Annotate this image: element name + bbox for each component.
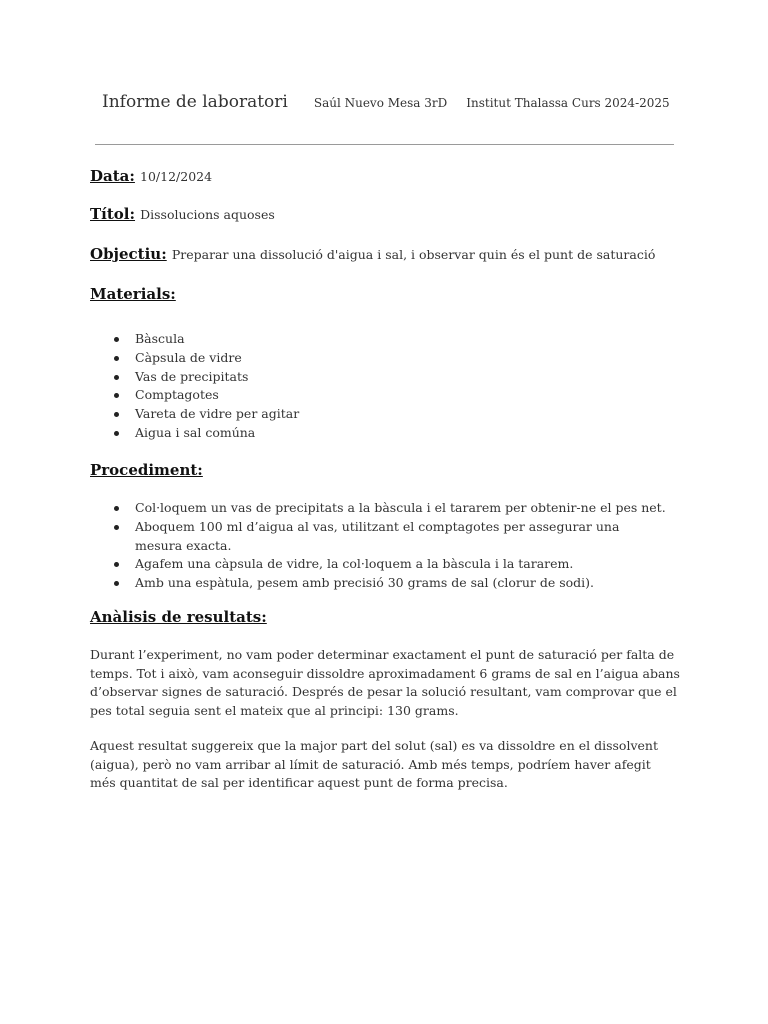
- bullet-icon: [114, 431, 119, 436]
- list-item: Comptagotes: [90, 386, 670, 405]
- list-item: Bàscula: [90, 330, 670, 349]
- bullet-icon: [114, 412, 119, 417]
- list-item: Aboquem 100 ml d’aigua al vas, utilitzant el comptagotes per assegurar una mesura exacta.: [90, 518, 670, 556]
- bullet-icon: [114, 375, 119, 380]
- bullet-icon: [114, 356, 119, 361]
- objective-value: Preparar una dissolució d'aigua i sal, i observar quin és el punt de saturació: [171, 247, 656, 262]
- list-item: Càpsula de vidre: [90, 349, 670, 368]
- analysis-heading: Anàlisis de resultats:: [90, 608, 267, 626]
- document-header: [102, 92, 682, 112]
- procedure-heading: Procediment:: [90, 461, 203, 479]
- list-item: Agafem una càpsula de vidre, la col·loquem a la bàscula i la tararem.: [90, 555, 670, 574]
- title-label: Títol:: [90, 205, 136, 223]
- list-item: Vas de precipitats: [90, 368, 670, 387]
- header-divider: [95, 144, 674, 145]
- date-field: [90, 166, 212, 185]
- list-item: Aigua i sal comúna: [90, 424, 670, 443]
- title-value: Dissolucions aquoses: [140, 207, 275, 222]
- objective-label: Objectiu:: [90, 245, 167, 263]
- procedure-list: [90, 499, 670, 593]
- bullet-icon: [114, 562, 119, 567]
- date-value: 10/12/2024: [140, 169, 213, 184]
- bullet-icon: [114, 393, 119, 398]
- analysis-paragraph-2: Aquest resultat suggereix que la major part del solut (sal) es va dissoldre en el dissolvent (aigua), però no vam arribar al límit de saturació. Amb més temps, podríem haver afegit més quantitat de sal per identificar aquest punt de forma precisa.: [90, 738, 658, 791]
- bullet-icon: [114, 525, 119, 530]
- objective-field: [90, 244, 655, 263]
- list-item: Vareta de vidre per agitar: [90, 405, 670, 424]
- bullet-icon: [114, 581, 119, 586]
- list-item: Col·loquem un vas de precipitats a la bàscula i el tararem per obtenir-ne el pes net.: [90, 499, 670, 518]
- title-field: [90, 204, 275, 223]
- student-name: Saúl Nuevo Mesa 3rD: [313, 96, 448, 110]
- list-item: Amb una espàtula, pesem amb precisió 30 grams de sal (clorur de sodi).: [90, 574, 670, 593]
- materials-list: [90, 330, 670, 443]
- analysis-paragraph-1: Durant l’experiment, no vam poder determinar exactament el punt de saturació per falta de temps. Tot i això, vam aconseguir dissoldre aproximadament 6 grams de sal en l’aigua abans d’observar signes de saturació. Després de pesar la solució resultant, vam comprovar que el pes total seguia sent el mateix que al principi: 130 grams.: [90, 647, 680, 718]
- bullet-icon: [114, 337, 119, 342]
- school-course: Institut Thalassa Curs 2024-2025: [466, 96, 670, 110]
- date-label: Data:: [90, 167, 135, 185]
- bullet-icon: [114, 506, 119, 511]
- document-title: Informe de laboratori: [102, 92, 288, 112]
- materials-heading: Materials:: [90, 285, 176, 303]
